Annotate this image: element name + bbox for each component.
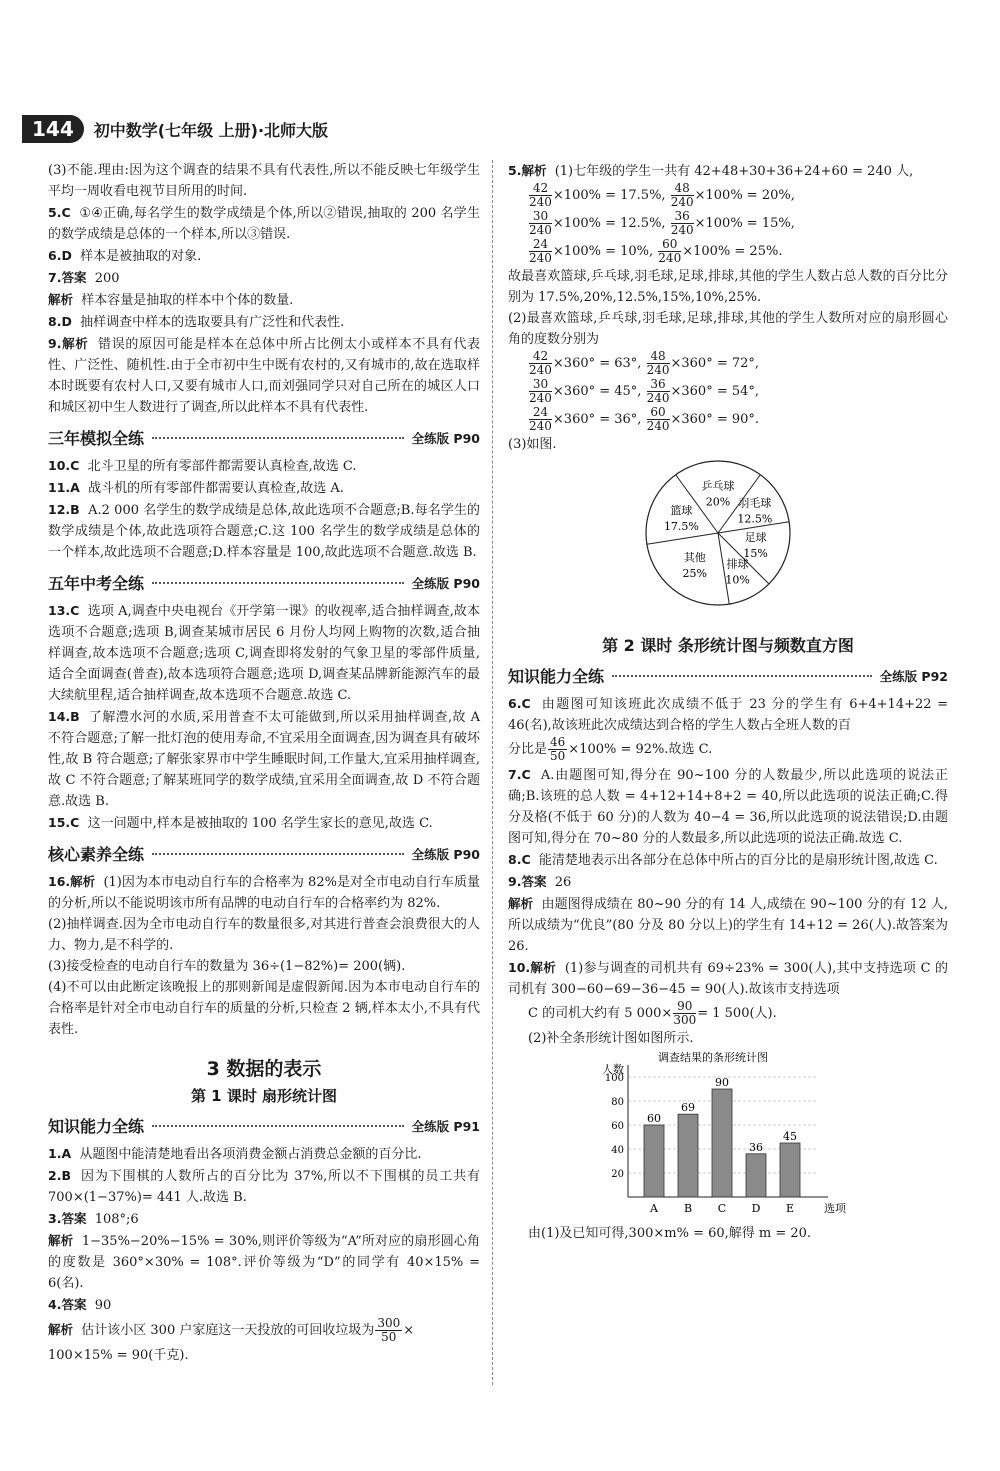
section-ref: 全练版 P91 — [411, 1118, 480, 1134]
pie-slice-label: 其他 — [683, 551, 706, 565]
left-column — [48, 160, 480, 1366]
denominator: 240 — [670, 223, 694, 237]
answer-10-line — [508, 1000, 948, 1028]
answer-id: 16.解析 — [48, 874, 96, 889]
answer-text: ①④正确,每名学生的数学成绩是个体,所以②错误,抽取的 200 名学生的数学成绩是总体的一个样本,所以③错误. — [48, 206, 480, 242]
answer-text: 选项 A,调查中央电视台《开学第一课》的收视率,适合抽样调查,故本选项不合题意;选项 B,调查某城市居民 6 月份人均网上购物的次数,适合抽样调查,故本选项不合题意;选项 C,调查即将发射的气象卫星的零部件质量,适合全面调查(普查),故本选项符合题意;选项 D,调查某品牌新能源汽车的最大续航里程,适合抽样调查,故本选项不合题意.故选 C. — [48, 604, 481, 703]
fraction-tail: ×100% = 10%, — [552, 244, 654, 259]
section-header-zhishi — [48, 1114, 480, 1137]
answer-5 — [508, 160, 948, 182]
answer-item — [48, 455, 480, 477]
fraction-tail: ×360° = 36°, — [552, 412, 642, 427]
bar-value-label: 60 — [647, 1112, 661, 1125]
answer-text: C 的司机大约有 5 000× — [528, 1006, 673, 1021]
x-tick-label: B — [683, 1202, 693, 1215]
denominator: 240 — [670, 195, 694, 209]
answer-item — [48, 311, 480, 333]
section-header-wunian — [48, 571, 480, 594]
lesson-title: 第 2 课时 条形统计图与频数直方图 — [602, 636, 854, 655]
answer-text: 这一问题中,样本是被抽取的 100 名学生家长的意见,故选 C. — [87, 816, 433, 831]
bar — [678, 1114, 698, 1197]
x-tick-label: D — [751, 1202, 761, 1215]
section-title: 知识能力全练 — [48, 1117, 145, 1136]
dotted-leader — [152, 582, 404, 584]
answer-text: 26 — [554, 875, 572, 890]
answer-text: A.2 000 名学生的数学成绩是总体,故此选项不合题意;B.每名学生的数学成绩是个体,故此选项符合题意;C.这 100 名学生的数学成绩是总体的一个样本,故此选项不合题意;D.样本容量是 100,故此选项不合题意.故选 B. — [48, 503, 481, 560]
answer-item — [508, 957, 948, 1000]
answer-5-part3: (3)如图. — [508, 437, 557, 452]
bar — [746, 1154, 766, 1197]
intro-text: (3)不能.理由:因为这个调查的结果不具有代表性,所以不能反映七年级学生平均一周收看电视节目所用的时间. — [48, 163, 480, 199]
answer-text: 90 — [94, 1298, 112, 1313]
section-header-zhishi-2 — [508, 664, 948, 687]
denominator: 240 — [529, 419, 552, 433]
answer-id: 5.C — [48, 205, 71, 220]
fraction — [529, 378, 552, 405]
fraction-line — [508, 350, 948, 378]
fraction-tail: ×100% = 12.5%, — [552, 216, 666, 231]
fraction — [529, 406, 552, 433]
answer-id: 6.D — [48, 248, 72, 263]
answer-id: 解析 — [48, 1322, 74, 1337]
answer-text: 能清楚地表示出各部分在总体中所占的百分比的是扇形统计图,故选 C. — [538, 853, 938, 868]
answer-item — [508, 764, 948, 849]
bar-value-label: 45 — [783, 1130, 797, 1143]
fraction-tail: ×360° = 90°. — [670, 412, 760, 427]
denominator: 240 — [646, 419, 670, 433]
angle-fractions — [508, 350, 948, 434]
answer-id: 7.C — [508, 767, 531, 782]
y-axis-label: 人数 — [602, 1063, 624, 1076]
dotted-leader — [152, 853, 404, 855]
fraction-line — [508, 182, 948, 210]
numerator: 30 — [529, 210, 552, 224]
answer-16 — [48, 871, 480, 914]
section-title: 知识能力全练 — [508, 667, 605, 686]
answer-id: 9.答案 — [508, 874, 547, 889]
pie-slice-label: 排球 — [726, 557, 749, 571]
answers-group-b — [48, 455, 480, 563]
answer-10-part2: (2)补全条形统计图如图所示. — [528, 1031, 694, 1046]
answer-id: 8.D — [48, 314, 72, 329]
numerator: 300 — [377, 1316, 401, 1330]
answer-text: 样本容量是抽取的样本中个体的数量. — [81, 293, 294, 308]
x-axis-label: 选项 — [824, 1202, 846, 1215]
answer-text: 样本是被抽取的对象. — [80, 249, 202, 264]
denominator: 240 — [529, 251, 552, 265]
fraction — [647, 350, 670, 377]
denominator: 240 — [529, 391, 552, 405]
answer-item — [48, 245, 480, 267]
numerator: 24 — [529, 406, 552, 420]
answer-item — [48, 706, 480, 812]
answer-id: 10.解析 — [508, 960, 556, 975]
numerator: 46 — [550, 735, 566, 749]
numerator: 48 — [647, 350, 670, 364]
answer-text: 分比是 — [508, 742, 548, 757]
answer-text: 抽样调查中样本的选取要具有广泛性和代表性. — [80, 315, 345, 330]
answer-id: 4.答案 — [48, 1297, 87, 1312]
fraction — [671, 182, 694, 209]
fraction — [375, 1317, 402, 1344]
answer-id: 14.B — [48, 709, 80, 724]
denominator: 240 — [646, 363, 670, 377]
answer-id: 2.B — [48, 1168, 71, 1183]
answer-text: 估计该小区 300 户家庭这一天投放的可回收垃圾为 — [81, 1323, 375, 1338]
final-line: 由(1)及已知可得,300×m% = 60,解得 m = 20. — [528, 1226, 812, 1241]
denominator: 240 — [646, 391, 670, 405]
fraction-line — [508, 238, 948, 266]
fraction — [673, 1000, 696, 1027]
y-tick-label: 60 — [611, 1121, 624, 1132]
answers-group-c — [48, 600, 480, 834]
y-tick-label: 100 — [604, 1073, 624, 1084]
bar — [712, 1089, 732, 1197]
fraction-tail: ×100% = 15%, — [694, 216, 795, 231]
y-tick-label: 40 — [611, 1145, 624, 1156]
answer-item — [48, 1230, 480, 1294]
fraction-tail: ×360° = 54°, — [670, 384, 760, 399]
answer-text: (1)因为本市电动自行车的合格率为 82%是对全市电动自行车质量的分析,所以不能说明该市所有品牌的电动自行车的合格率约为 82%. — [48, 875, 480, 911]
fraction — [529, 210, 552, 237]
y-tick-label: 80 — [611, 1097, 624, 1108]
section-ref: 全练版 P90 — [411, 430, 480, 446]
answer-id: 1.A — [48, 1146, 72, 1161]
dotted-leader — [152, 437, 404, 439]
answer-item — [508, 849, 948, 871]
denominator: 50 — [381, 1330, 397, 1344]
dotted-leader — [612, 675, 872, 677]
section-title: 核心素养全练 — [48, 845, 145, 864]
fraction-line — [508, 378, 948, 406]
x-tick-label: A — [650, 1202, 658, 1215]
denominator: 240 — [529, 223, 552, 237]
answer-id: 6.C — [508, 696, 531, 711]
pie-slice-percent: 17.5% — [663, 519, 699, 533]
fraction-tail: ×360° = 72°, — [670, 356, 760, 371]
fraction-line — [508, 406, 948, 434]
answer-item — [48, 267, 480, 289]
numerator: 42 — [529, 350, 552, 364]
answer-id: 解析 — [48, 1233, 74, 1248]
answer-text: 北斗卫星的所有零部件都需要认真检查,故选 C. — [87, 459, 357, 474]
answer-item — [48, 600, 480, 706]
x-tick-label: C — [717, 1202, 727, 1215]
chapter-title: 3 数据的表示 — [206, 1058, 322, 1080]
answer-text: 1−35%−20%−15% = 30%,则评价等级为“A”所对应的扇形圆心角的度数是 360°×30% = 108°.评价等级为“D”的同学有 40×15% = 6(名). — [48, 1234, 481, 1291]
answer-item — [508, 893, 948, 957]
section-ref: 全练版 P92 — [879, 668, 948, 684]
numerator: 30 — [529, 378, 552, 392]
answer-text: × — [403, 1323, 415, 1338]
fraction — [548, 736, 567, 763]
fraction-tail: ×360° = 45°, — [552, 384, 642, 399]
bar-value-label: 90 — [715, 1076, 729, 1089]
answer-id: 解析 — [48, 292, 74, 307]
section-title: 五年中考全练 — [48, 574, 145, 593]
answer-item — [48, 499, 480, 563]
answer-item — [48, 1208, 480, 1230]
page-header — [22, 112, 328, 146]
denominator: 300 — [673, 1013, 697, 1027]
answer-text: = 1 500(人). — [697, 1006, 777, 1021]
fraction — [658, 238, 681, 265]
answers-group-a — [48, 202, 480, 418]
answer-6 — [508, 693, 948, 736]
pie-slice-label: 足球 — [744, 531, 767, 545]
percent-fractions — [508, 182, 948, 266]
fraction — [647, 378, 670, 405]
pie-slice-percent: 20% — [705, 495, 731, 509]
fraction — [647, 406, 670, 433]
bar-value-label: 36 — [749, 1140, 763, 1154]
answer-item — [48, 1294, 480, 1316]
numerator: 60 — [647, 406, 670, 420]
answer-text: 108°;6 — [94, 1212, 139, 1227]
answer-text: 错误的原因可能是样本在总体中所占比例太小或样本不具有代表性、广泛性、随机性.由于全市初中生中既有农村的,又有城市的,故在选取样本时既要有农村人口,又要有城市人口,而刘强同学只对自己所在的城区人口和城区初中生人数进行了调查,所以此样本不具有代表性. — [48, 337, 480, 415]
numerator: 60 — [658, 238, 681, 252]
pie-slice-percent: 12.5% — [737, 512, 773, 526]
fraction-line — [508, 210, 948, 238]
answers-group-e — [508, 764, 948, 1000]
fraction-tail: ×360° = 63°, — [552, 356, 642, 371]
answer-text: 因为下围棋的人数所占的百分比为 37%,所以不下围棋的员工共有 700×(1−37%)= 441 人.故选 B. — [48, 1169, 480, 1205]
answer-text: (1)参与调查的司机共有 69÷23% = 300(人),其中支持选项 C 的司机有 300−60−69−36−45 = 90(人).故该市支持选项 — [508, 961, 948, 997]
answer-text: 由题图得成绩在 80~90 分的有 14 人,成绩在 90~100 分的有 12 人,所以成绩为“优良”(80 分及 80 分以上)的学生有 14+12 = 26(人).故答案为 26. — [508, 897, 949, 954]
x-tick-label: E — [785, 1202, 795, 1215]
fraction-tail: ×100% = 17.5%, — [552, 188, 666, 203]
answer-text: 200 — [94, 271, 120, 286]
answer-text: A.由题图可知,得分在 90~100 分的人数最少,所以此选项的说法正确;B.该班的总人数 = 4+12+14+8+2 = 40,所以此选项的说法正确;C.得分及格(不低于 60 分)的人数为 40−4 = 36,所以此选项的说法错误;D.由题图可知,得分在 70~80 分的人数最多,所以此选项的说法正确.故选 C. — [508, 768, 948, 846]
answer-item — [48, 477, 480, 499]
answer-id: 10.C — [48, 458, 80, 473]
bar-chart — [508, 1049, 948, 1219]
section-header-hexin — [48, 842, 480, 865]
denominator: 50 — [550, 749, 566, 763]
answer-item — [48, 289, 480, 311]
dotted-leader — [152, 1125, 404, 1127]
answer-id: 9.解析 — [48, 336, 89, 351]
section-header-sannian — [48, 426, 480, 449]
bar-value-label: 69 — [681, 1101, 695, 1115]
answer-id: 7.答案 — [48, 270, 87, 285]
answers-group-d — [48, 1143, 480, 1316]
answer-id: 11.A — [48, 480, 80, 495]
answer-text: 了解澧水河的水质,采用普查不太可能做到,所以采用抽样调查,故 A 不符合题意;了解一批灯泡的使用寿命,不宜采用全面调查,因为调查具有破坏性,故 B 符合题意;了解张家界市中学生睡眠时间,工作量大,宜采用抽样调查,故 C 不符合题意;了解某班同学的数学成绩,宜采用全面调查,故 D 不符合题意.故选 B. — [48, 710, 481, 809]
numerator: 36 — [671, 210, 694, 224]
answer-6-line — [508, 736, 948, 764]
fraction — [529, 182, 552, 209]
y-tick-label: 20 — [611, 1169, 624, 1180]
answer-text: (1)七年级的学生一共有 42+48+30+36+24+60 = 240 人, — [554, 164, 914, 179]
numerator: 24 — [529, 238, 552, 252]
section-ref: 全练版 P90 — [411, 846, 480, 862]
answer-5-summary: 故最喜欢篮球,乒乓球,羽毛球,足球,排球,其他的学生人数占总人数的百分比分别为 17.5%,20%,12.5%,15%,10%,25%. — [508, 269, 948, 305]
numerator: 48 — [671, 182, 694, 196]
answer-id: 8.C — [508, 852, 531, 867]
denominator: 240 — [529, 195, 552, 209]
lesson-title: 第 1 课时 扇形统计图 — [190, 1087, 338, 1105]
answer-id: 13.C — [48, 603, 80, 618]
bar — [644, 1125, 664, 1197]
pie-slice-label: 乒乓球 — [701, 479, 735, 493]
bar — [780, 1143, 800, 1197]
page-number: 144 — [22, 115, 84, 143]
denominator: 240 — [529, 363, 552, 377]
answer-4-line2: 100×15% = 90(千克). — [48, 1348, 189, 1363]
section-ref: 全练版 P90 — [411, 575, 480, 591]
answer-16-part: (4)不可以由此断定该晚报上的那则新闻是虚假新闻.因为本市电动自行车的合格率是针对全市电动自行车的质量的分析,只检查 2 辆,样本太小,不具有代表性. — [48, 980, 480, 1037]
answer-text: 从题图中能清楚地看出各项消费金额占消费总金额的百分比. — [79, 1147, 422, 1162]
answer-16-part: (3)接受检查的电动自行车的数量为 36÷(1−82%)= 200(辆). — [48, 959, 406, 974]
fraction — [671, 210, 694, 237]
section-title: 三年模拟全练 — [48, 429, 145, 448]
book-title: 初中数学(七年级 上册)·北师大版 — [93, 120, 329, 140]
answer-item — [48, 333, 480, 418]
answer-16-part: (2)抽样调查.因为全市电动自行车的数量很多,对其进行普查会浪费很大的人力、物力,是不科学的. — [48, 917, 480, 953]
answer-id: 12.B — [48, 502, 80, 517]
pie-slice-percent: 10% — [725, 573, 750, 587]
answer-5-part2: (2)最喜欢篮球,乒乓球,羽毛球,足球,排球,其他的学生人数所对应的扇形圆心角的度数分别为 — [508, 311, 948, 347]
answer-item — [48, 1165, 480, 1208]
pie-chart — [508, 455, 948, 615]
chart-title: 调查结果的条形统计图 — [658, 1051, 768, 1064]
numerator: 42 — [529, 182, 552, 196]
denominator: 240 — [658, 251, 682, 265]
numerator: 36 — [647, 378, 670, 392]
answer-text: 由题图可知该班此次成绩不低于 23 分的学生有 6+4+14+22 = 46(名),故该班此次成绩达到合格的学生人数占全班人数的百 — [508, 697, 948, 733]
fraction-tail: ×100% = 25%. — [682, 244, 783, 259]
fraction — [529, 238, 552, 265]
answer-id: 5.解析 — [508, 163, 547, 178]
answer-id: 15.C — [48, 815, 80, 830]
answer-text: 战斗机的所有零部件都需要认真检查,故选 A. — [88, 481, 344, 496]
answer-item — [48, 202, 480, 245]
answer-4-explain — [48, 1316, 480, 1345]
answer-item — [48, 1143, 480, 1165]
fraction — [529, 350, 552, 377]
fraction-tail: ×100% = 20%, — [694, 188, 795, 203]
pie-slice-label: 篮球 — [670, 503, 693, 517]
answer-text: ×100% = 92%.故选 C. — [568, 742, 713, 757]
answer-id: 解析 — [508, 896, 534, 911]
right-column — [508, 160, 948, 1244]
answer-item — [508, 871, 948, 893]
numerator: 90 — [673, 1000, 696, 1014]
pie-slice-percent: 15% — [743, 547, 768, 561]
answer-item — [48, 812, 480, 834]
column-divider — [492, 160, 493, 1385]
pie-slice-percent: 25% — [682, 567, 707, 581]
answer-id: 3.答案 — [48, 1211, 87, 1226]
pie-slice-label: 羽毛球 — [738, 496, 772, 510]
